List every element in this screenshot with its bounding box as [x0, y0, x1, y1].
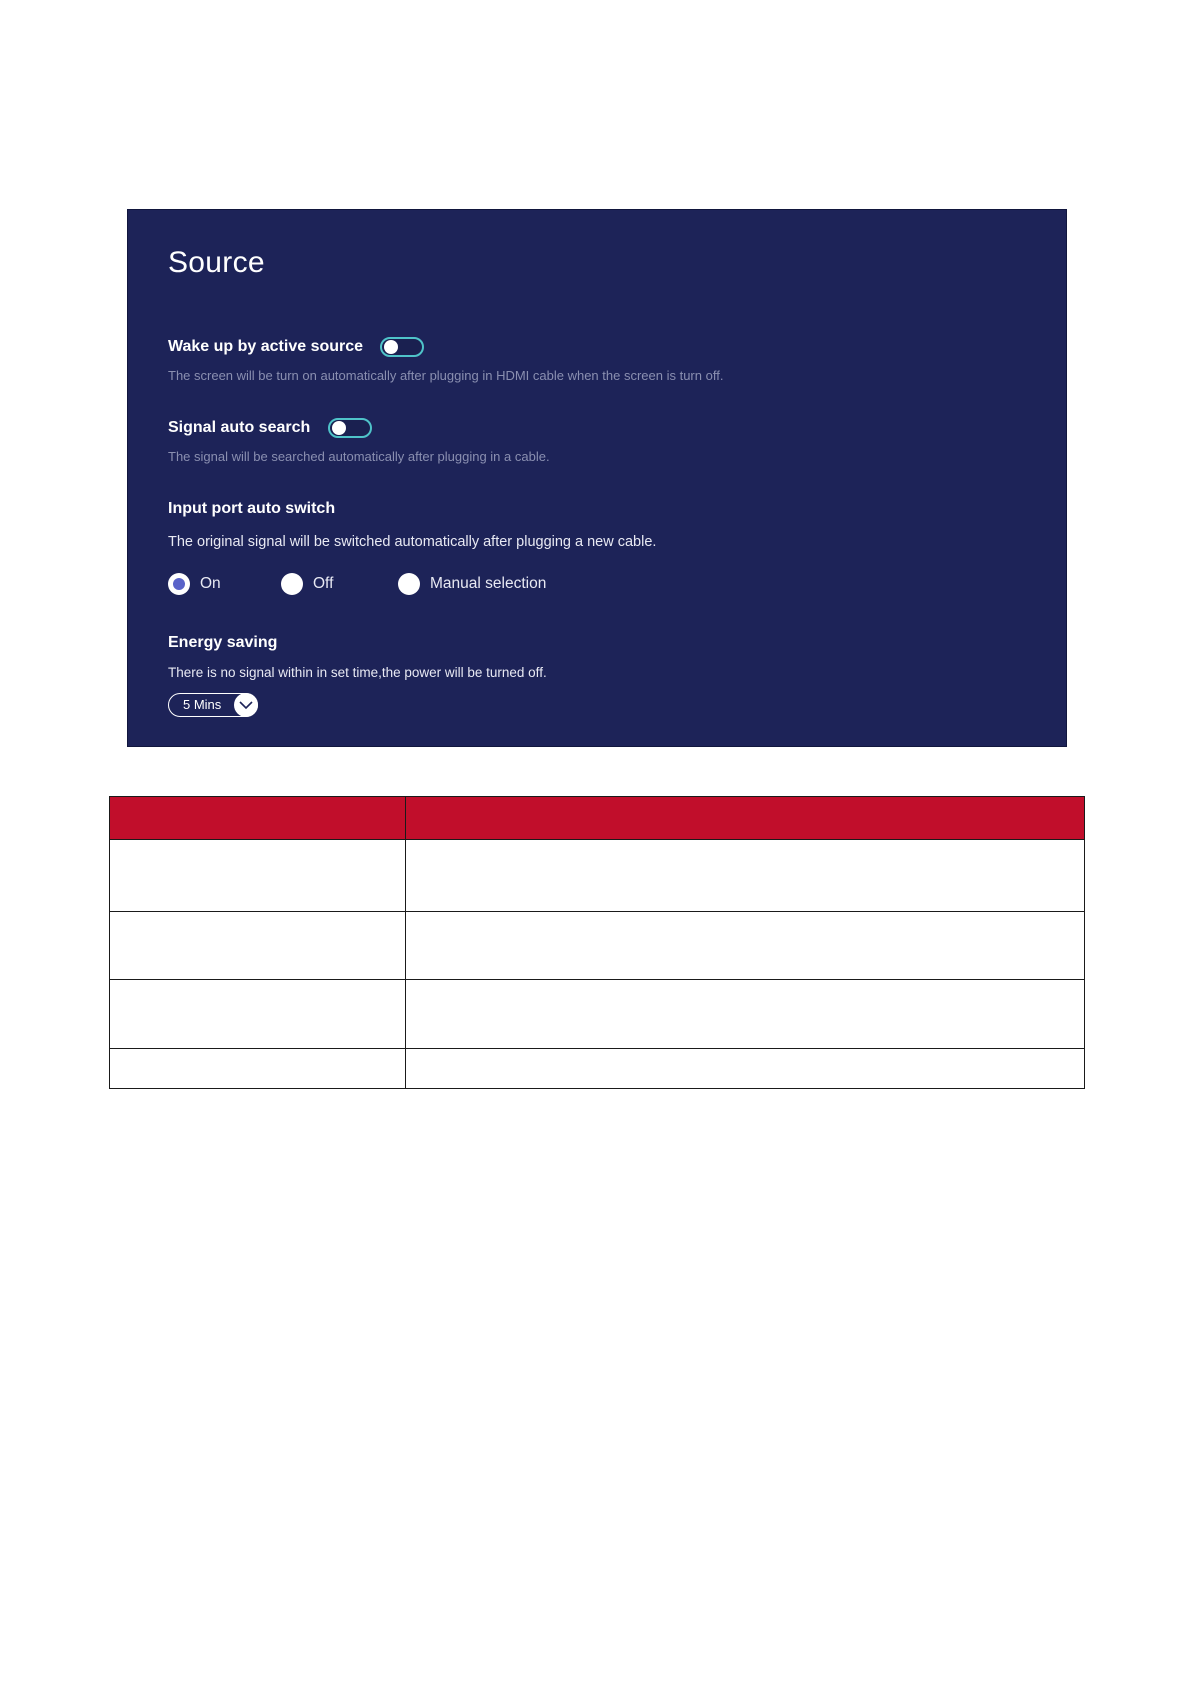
source-settings-panel [127, 209, 1067, 747]
table-cell [406, 980, 1085, 1049]
table-header-cell [110, 797, 406, 840]
table-row [110, 1049, 1085, 1089]
wake-up-title: Wake up by active source [168, 338, 364, 355]
table-header-cell [406, 797, 1085, 840]
signal-auto-search-toggle[interactable] [328, 418, 372, 438]
input-port-auto-switch-description: The original signal will be switched automatically after plugging a new cable. [168, 534, 657, 550]
table-row [110, 980, 1085, 1049]
table-cell [110, 980, 406, 1049]
dropdown-selected-value: 5 Mins [183, 697, 222, 712]
energy-saving-description: There is no signal within in set time,the power will be turned off. [168, 665, 547, 680]
toggle-knob [332, 421, 346, 435]
radio-option-on[interactable] [168, 572, 221, 596]
radio-label: Off [313, 575, 334, 592]
table-cell [110, 840, 406, 912]
radio-button[interactable] [281, 573, 303, 595]
radio-button[interactable] [398, 573, 420, 595]
table-cell [110, 1049, 406, 1089]
table-row [110, 840, 1085, 912]
radio-label: On [200, 575, 221, 592]
wake-up-toggle[interactable] [380, 337, 424, 357]
table-header-row [110, 797, 1085, 840]
table-cell [406, 912, 1085, 980]
table-cell [110, 912, 406, 980]
page-title: Source [168, 246, 265, 279]
settings-description-table [109, 796, 1085, 1089]
table-cell [406, 1049, 1085, 1089]
energy-saving-title: Energy saving [168, 634, 278, 651]
energy-saving-dropdown[interactable] [168, 693, 258, 717]
radio-option-off[interactable] [281, 572, 333, 596]
input-port-auto-switch-title: Input port auto switch [168, 500, 336, 517]
signal-auto-search-title: Signal auto search [168, 419, 311, 436]
table-row [110, 912, 1085, 980]
wake-up-description: The screen will be turn on automatically after plugging in HDMI cable when the screen is turn off. [168, 368, 724, 383]
signal-auto-search-description: The signal will be searched automatically after plugging in a cable. [168, 449, 550, 464]
chevron-down-icon[interactable] [234, 693, 258, 717]
table-cell [406, 840, 1085, 912]
toggle-knob [384, 340, 398, 354]
radio-option-manual-selection[interactable] [398, 572, 546, 596]
radio-label: Manual selection [430, 575, 547, 592]
radio-button-checked[interactable] [168, 573, 190, 595]
